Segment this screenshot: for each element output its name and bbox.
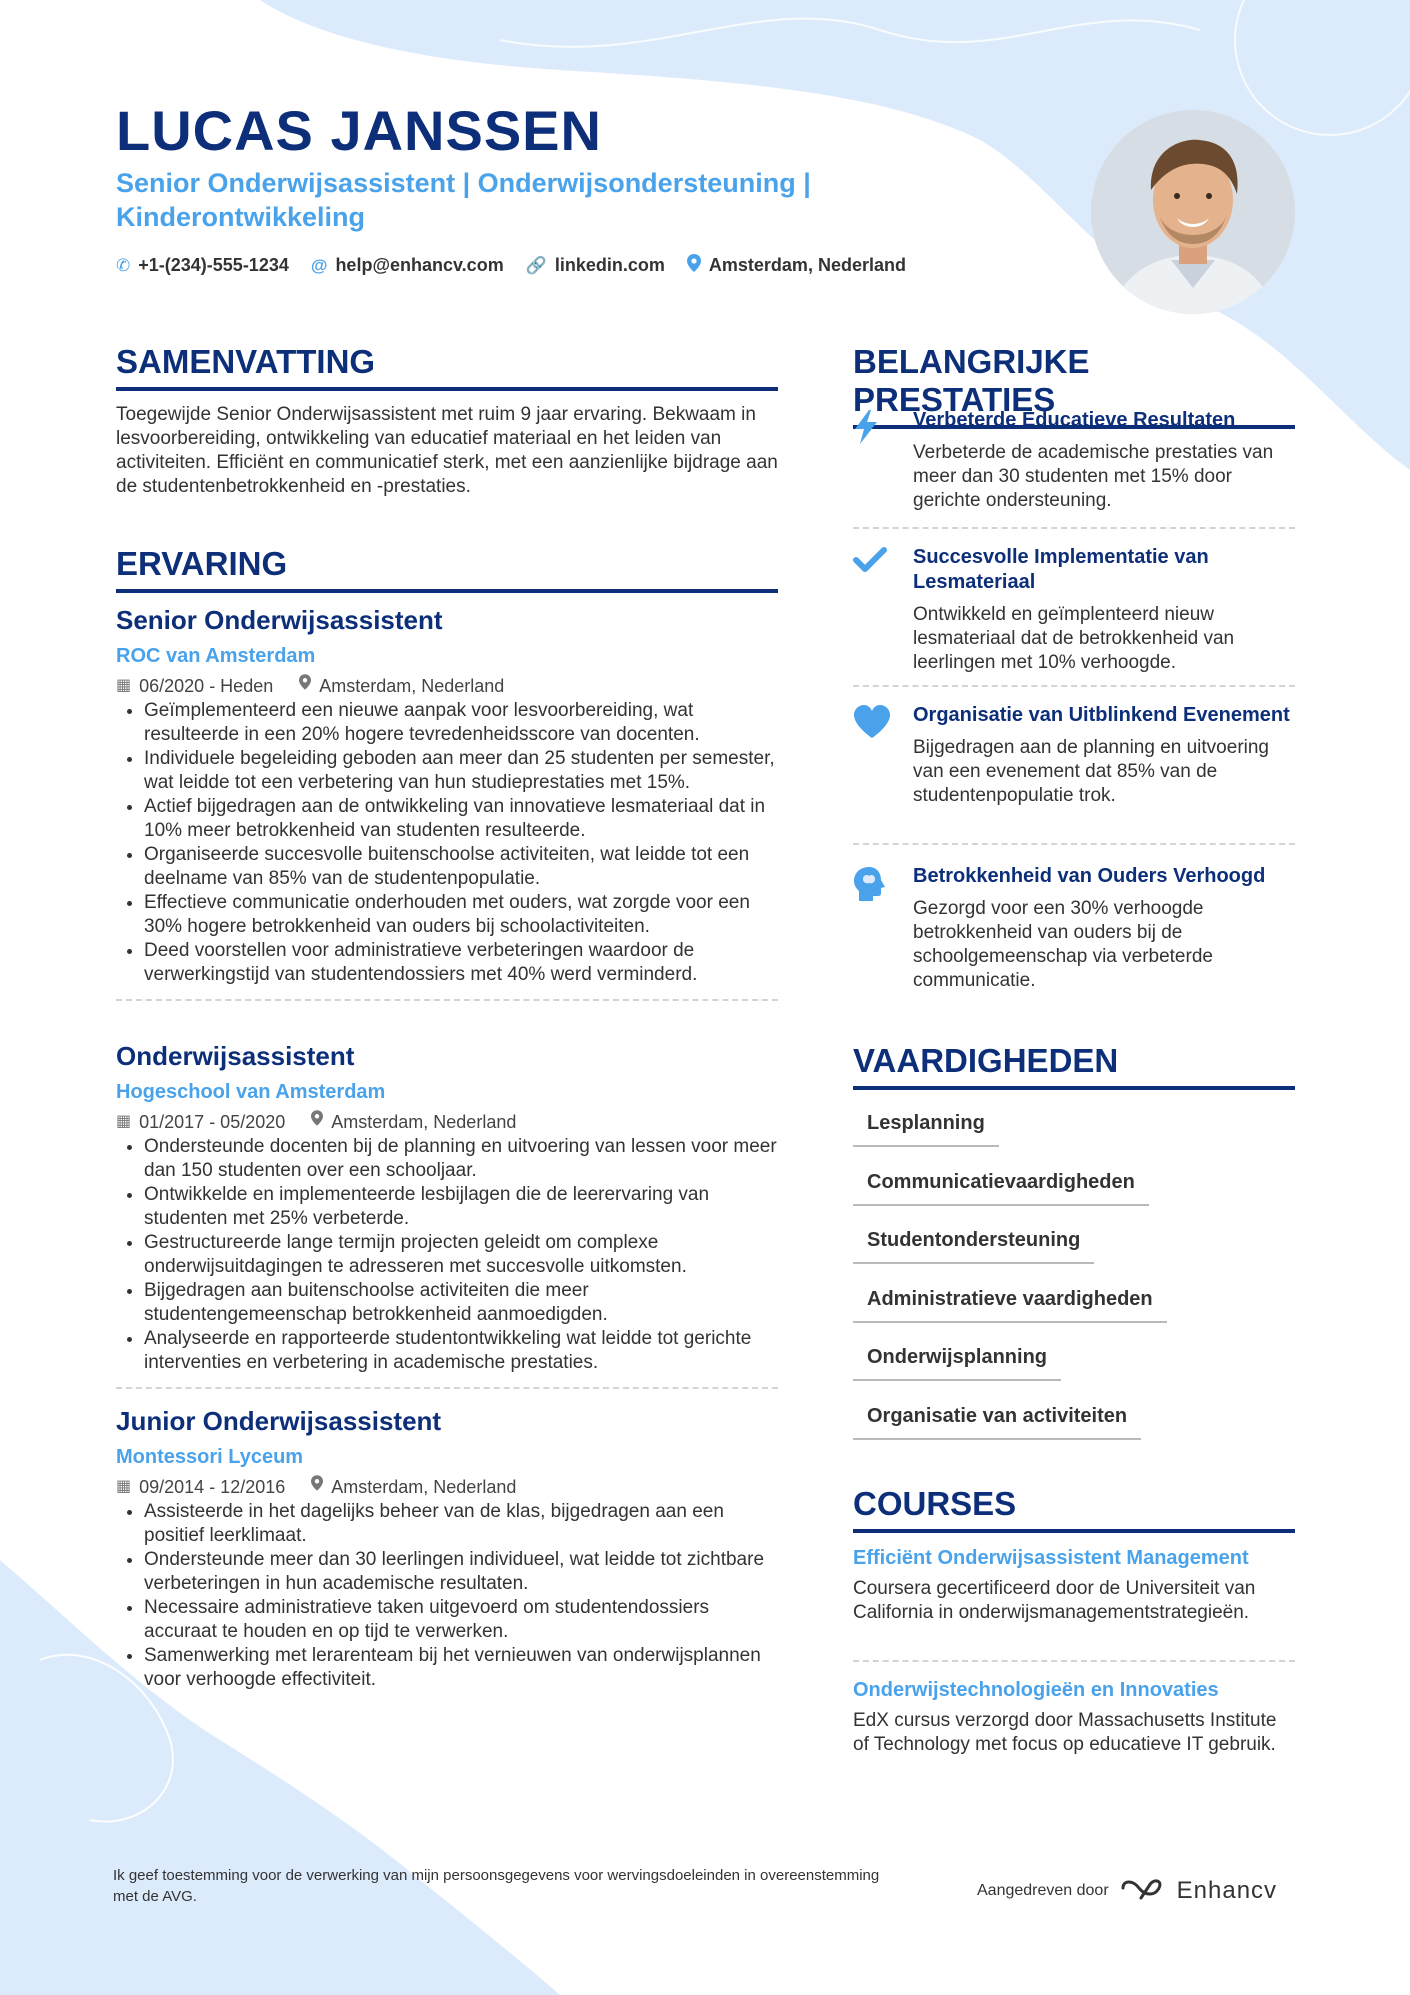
job-company: Hogeschool van Amsterdam	[116, 1081, 386, 1103]
achievement-title: Organisatie van Uitblinkend Evenement	[913, 704, 1290, 726]
list-item: • Actief bijgedragen aan de ontwikkeling van innovatieve lesmateriaal dat in 10% meer betrokkenheid van studenten resulteerde.	[144, 795, 778, 843]
job-company: Montessori Lyceum	[116, 1446, 304, 1468]
course-title: Onderwijstechnologieën en Innovaties	[853, 1679, 1219, 1701]
achievement-item	[853, 545, 1295, 675]
job-bullets	[116, 1500, 778, 1692]
job-entry	[116, 1040, 778, 1389]
divider	[853, 527, 1295, 529]
contact-linkedin[interactable]	[526, 254, 665, 277]
achievement-item	[853, 408, 1295, 513]
job-meta	[116, 1110, 778, 1133]
job-title: Onderwijsassistent	[116, 1041, 355, 1071]
consent-note: Ik geef toestemming voor de verwerking van mijn persoonsgegevens voor wervingsdoeleinden in overeenstemming met de AVG.	[113, 1867, 880, 1905]
calendar-icon: ▦	[116, 1477, 132, 1495]
calendar-icon: ▦	[116, 1112, 132, 1130]
skill-tag: Studentondersteuning	[853, 1228, 1094, 1264]
heart-icon	[853, 703, 897, 808]
location-text: Amsterdam, Nederland	[708, 255, 906, 275]
skill-tag: Administratieve vaardigheden	[853, 1287, 1167, 1323]
skills-section-title: VAARDIGHEDEN	[853, 1042, 1295, 1090]
powered-by-label: Aangedreven door	[977, 1881, 1109, 1899]
location-pin-icon	[299, 674, 311, 697]
contact-bar	[116, 254, 906, 277]
achievement-desc: Gezorgd voor een 30% verhoogde betrokkenheid van ouders bij de schoolgemeenschap via verbeterde communicatie.	[913, 898, 1213, 991]
job-bullets	[116, 699, 778, 987]
list-item: • Gestructureerde lange termijn projecten geleidt om complexe onderwijsuitdagingen te adresseren met succesvolle uitkomsten.	[144, 1231, 778, 1279]
achievement-item	[853, 864, 1295, 993]
achievement-title: Succesvolle Implementatie van Lesmateriaal	[913, 546, 1209, 593]
course-desc: Coursera gecertificeerd door de Universiteit van California in onderwijsmanagementstrategieën.	[853, 1578, 1256, 1623]
job-bullets	[116, 1135, 778, 1375]
checkmark-icon	[853, 545, 897, 675]
linkedin-text: linkedin.com	[554, 255, 665, 275]
skill-tag: Communicatievaardigheden	[853, 1170, 1149, 1206]
head-brain-icon	[853, 864, 897, 993]
list-item: • Ontwikkelde en implementeerde lesbijlagen die de leerervaring van studenten met 25% verbeterde.	[144, 1183, 778, 1231]
achievements-section-title: BELANGRIJKE PRESTATIES	[853, 343, 1295, 429]
list-item: • Effectieve communicatie onderhouden met ouders, wat zorgde voor een 30% hogere betrokkenheid van ouders bij schoolactiviteiten.	[144, 891, 778, 939]
brand-name: Enhancv	[1176, 1876, 1278, 1904]
contact-email[interactable]	[311, 254, 504, 277]
skill-tag: Organisatie van activiteiten	[853, 1404, 1141, 1440]
lightning-icon	[853, 408, 897, 513]
achievement-desc: Ontwikkeld en geïmplenteerd nieuw lesmateriaal dat de betrokkenheid van leerlingen met 10% verhoogde.	[913, 604, 1235, 673]
job-location: Amsterdam, Nederland	[319, 675, 505, 696]
calendar-icon: ▦	[116, 676, 132, 694]
achievement-item	[853, 703, 1295, 808]
list-item: • Ondersteunde docenten bij de planning en uitvoering van lessen voor meer dan 150 studenten over een schooljaar.	[144, 1135, 778, 1183]
location-pin-icon	[311, 1110, 323, 1133]
job-dates: 09/2014 - 12/2016	[139, 1476, 286, 1497]
job-meta	[116, 1475, 778, 1498]
job-entry	[116, 1405, 778, 1692]
location-pin-icon	[687, 254, 701, 277]
experience-section-title: ERVARING	[116, 545, 778, 593]
powered-by[interactable]	[977, 1876, 1277, 1905]
list-item: • Analyseerde en rapporteerde studentontwikkeling wat leidde tot gerichte interventies en verbetering in academische prestaties.	[144, 1327, 778, 1375]
courses-section-title: COURSES	[853, 1485, 1295, 1533]
email-text: help@enhancv.com	[335, 255, 504, 275]
list-item: • Bijgedragen aan buitenschoolse activiteiten die meer studentengemeenschap betrokkenheid aanmoedigden.	[144, 1279, 778, 1327]
contact-phone[interactable]	[116, 254, 289, 277]
job-entry	[116, 604, 778, 1001]
divider	[116, 999, 778, 1001]
job-dates: 01/2017 - 05/2020	[139, 1111, 286, 1132]
job-location: Amsterdam, Nederland	[331, 1111, 517, 1132]
candidate-name: LUCAS JANSSEN	[116, 99, 602, 162]
divider	[853, 1660, 1295, 1662]
divider	[116, 1387, 778, 1389]
headline: Senior Onderwijsassistent | Onderwijsondersteuning | Kinderontwikkeling	[116, 168, 811, 232]
course-item	[853, 1546, 1295, 1625]
achievement-desc: Bijgedragen aan de planning en uitvoering van een evenement dat 85% van de studentenpopulatie trok.	[913, 737, 1269, 806]
list-item: • Assisteerde in het dagelijks beheer van de klas, bijgedragen aan een positief leerklimaat.	[144, 1500, 778, 1548]
course-desc: EdX cursus verzorgd door Massachusetts Institute of Technology met focus op educatieve IT gebruik.	[853, 1710, 1277, 1755]
job-title: Senior Onderwijsassistent	[116, 605, 443, 635]
skill-tag: Onderwijsplanning	[853, 1345, 1061, 1381]
profile-photo	[1091, 110, 1295, 314]
list-item: • Necessaire administratieve taken uitgevoerd om studentendossiers accuraat te houden en op tijd te verwerken.	[144, 1596, 778, 1644]
list-item: • Ondersteunde meer dan 30 leerlingen individueel, wat leidde tot zichtbare verbeteringen in hun academische resultaten.	[144, 1548, 778, 1596]
location-pin-icon	[311, 1475, 323, 1498]
divider	[853, 843, 1295, 845]
list-item: • Deed voorstellen voor administratieve verbeteringen waardoor de verwerkingstijd van studentendossiers met 40% werd verminderd.	[144, 939, 778, 987]
list-item: • Samenwerking met lerarenteam bij het vernieuwen van onderwijsplannen voor verhoogde effectiviteit.	[144, 1644, 778, 1692]
divider	[853, 685, 1295, 687]
list-item: • Individuele begeleiding geboden aan meer dan 25 studenten per semester, wat leidde tot een verbetering van hun studieprestaties met 15%.	[144, 747, 778, 795]
summary-section-title: SAMENVATTING	[116, 343, 778, 391]
job-dates: 06/2020 - Heden	[139, 675, 274, 696]
enhancv-logo-icon	[1119, 1876, 1167, 1905]
job-meta	[116, 674, 778, 697]
link-icon: 🔗	[525, 255, 547, 275]
phone-text: +1-(234)-555-1234	[138, 255, 289, 275]
job-location: Amsterdam, Nederland	[331, 1476, 517, 1497]
phone-icon: ✆	[116, 255, 131, 275]
summary-text: Toegewijde Senior Onderwijsassistent met ruim 9 jaar ervaring. Bekwaam in lesvoorbereiding, ontwikkeling van educatief materiaal en het leiden van activiteiten. Efficiënt en communicatief sterk, met een aanzienlijke bijdrage aan de studentenbetrokkenheid en -prestaties.	[116, 404, 778, 497]
at-icon: @	[310, 255, 328, 275]
list-item: • Geïmplementeerd een nieuwe aanpak voor lesvoorbereiding, wat resulteerde in een 20% hogere tevredenheidsscore van docenten.	[144, 699, 778, 747]
skill-tag: Lesplanning	[853, 1111, 999, 1147]
achievement-desc: Verbeterde de academische prestaties van meer dan 30 studenten met 15% door gerichte ondersteuning.	[913, 442, 1274, 511]
list-item: • Organiseerde succesvolle buitenschoolse activiteiten, wat leidde tot een deelname van 85% van de studentenpopulatie.	[144, 843, 778, 891]
achievement-title: Betrokkenheid van Ouders Verhoogd	[913, 865, 1266, 887]
job-company: ROC van Amsterdam	[116, 645, 316, 667]
course-title: Efficiënt Onderwijsassistent Management	[853, 1547, 1249, 1569]
course-item	[853, 1678, 1295, 1757]
achievement-title: Verbeterde Educatieve Resultaten	[913, 409, 1236, 431]
contact-location	[687, 254, 906, 277]
job-title: Junior Onderwijsassistent	[116, 1406, 442, 1436]
